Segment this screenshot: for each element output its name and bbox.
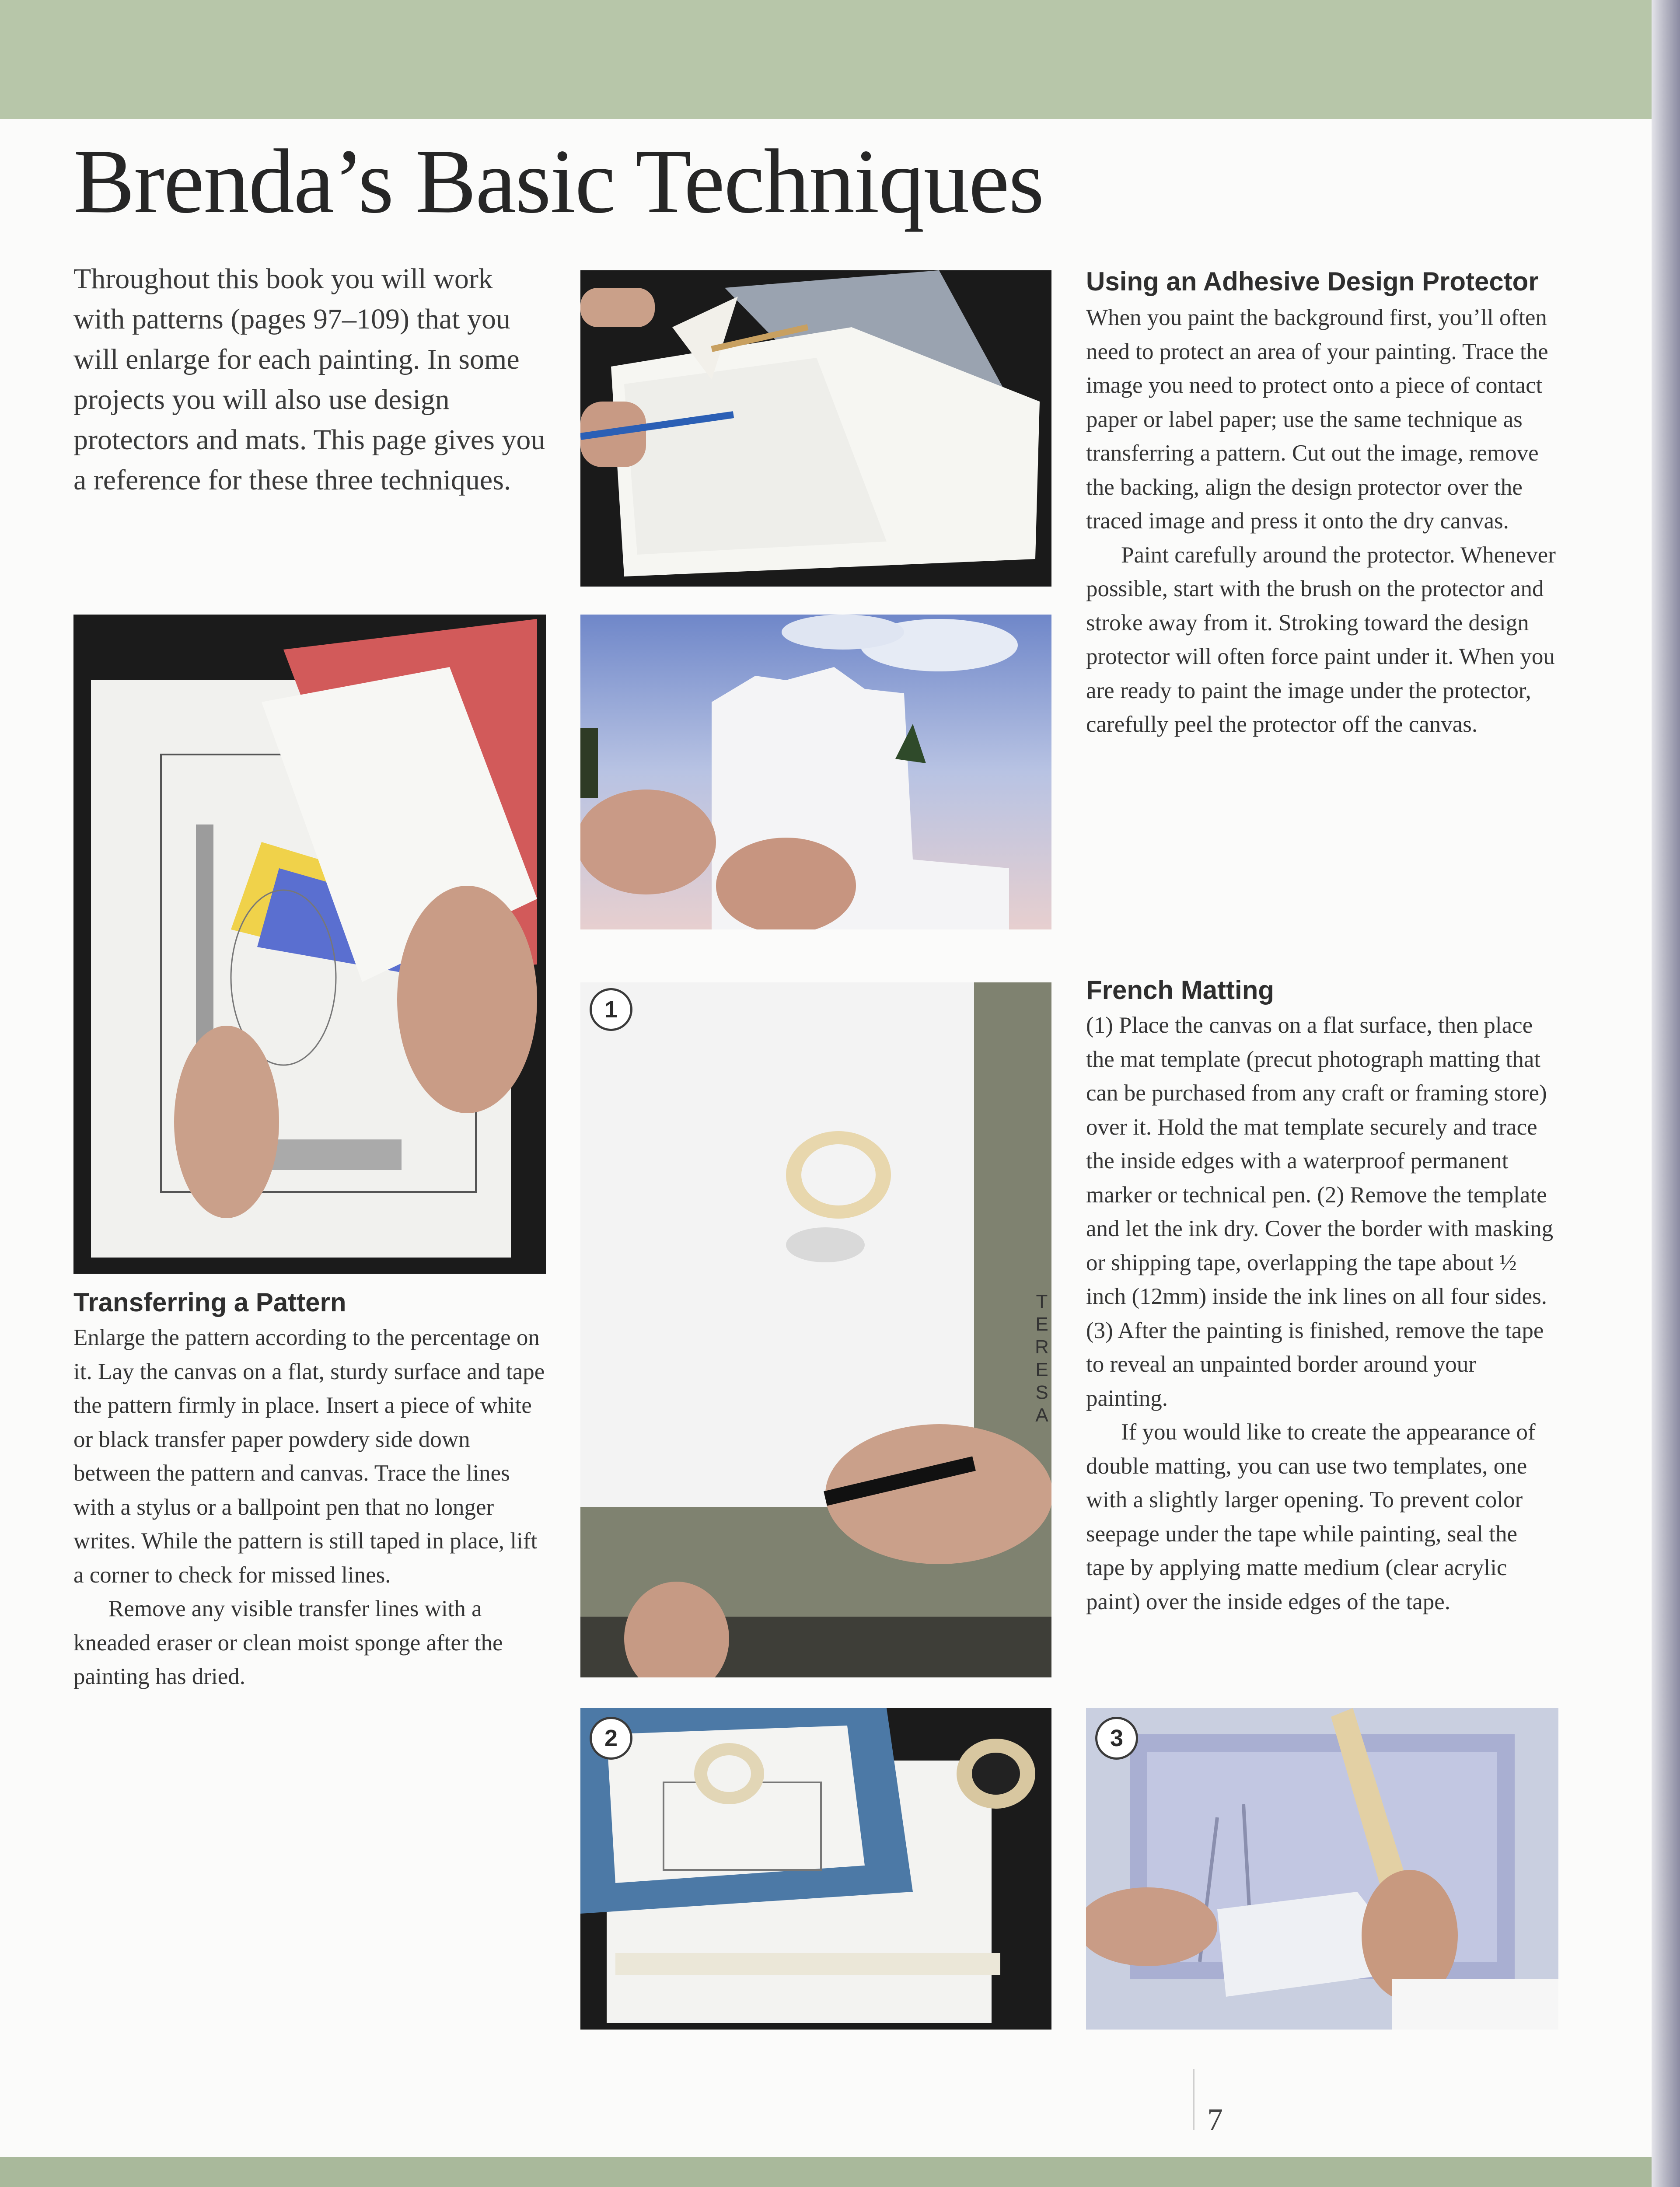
transferring-paragraph-1: Enlarge the pattern according to the percentage on it. Lay the canvas on a flat, sturdy surface and tape the pattern firmly in place. Insert a piece of white or black transfer paper powdery side down between the pattern and canvas. Trace the lines with a stylus or a ballpoint pen that no longer writes. While the pattern is still taped in place, lift a corner to check for missed lines. [73,1325,545,1588]
step-1-marker: 1 [590,988,632,1031]
protector-paragraph-2: Paint carefully around the protector. Whenever possible, start with the brush on the protector and stroke away from it. Stroking toward the design protector will often force paint under it. When you are ready to paint the image under the protector, carefully peel the protector off the canvas. [1086,542,1556,737]
step-2-marker: 2 [590,1717,632,1760]
transferring-heading: Transferring a Pattern [73,1288,346,1317]
protector-paragraph-1: When you paint the background first, you’ll often need to protect an area of your painting. Trace the image you need to protect onto a piece of contact paper or label paper; use the same technique as transferring a pattern. Cut out the image, remove the backing, align the design protector over the traced image and press it onto the dry canvas. [1086,305,1548,534]
photo-transferring-pattern [73,615,546,1274]
top-color-band [0,0,1680,119]
matting-body [1086,1009,1558,1619]
photo-step-1-tracing-mat [580,982,1051,1677]
matting-paragraph-1: (1) Place the canvas on a flat surface, then place the mat template (precut photograph matting that can be purchased from any craft or framing store) over it. Hold the mat template securely and trace the inside edges with a waterproof permanent marker or technical pen. (2) Remove the template and let the ink dry. Cover the border with masking or shipping tape, overlapping the tape about ½ inch (12mm) inside the ink lines on all four sides. (3) After the painting is finished, remove the tape to reveal an unpainted border around your painting. [1086,1013,1554,1411]
transferring-paragraph-2: Remove any visible transfer lines with a kneaded eraser or clean moist sponge after the painting has dried. [73,1596,503,1689]
protector-heading: Using an Adhesive Design Protector [1086,267,1539,296]
photo-tracing-contact-paper [580,270,1051,587]
intro-paragraph: Throughout this book you will work with patterns (pages 97–109) that you will enlarge for each painting. In some projects you will also use design protectors and mats. This page gives you a reference for these three techniques. [73,263,545,496]
matting-paragraph-2: If you would like to create the appearance of double matting, you can use two templates, one with a slightly larger opening. To prevent color seepage under the tape while painting, seal the tape by applying matte medium (clear acrylic paint) over the inside edges of the tape. [1086,1419,1536,1614]
photo-step-3-removing-tape [1086,1708,1558,2030]
photo-credit: TERESA [1035,1291,1049,1426]
page-number-rule [1193,2069,1195,2130]
bottom-color-band [0,2157,1680,2187]
book-spine-edge [1652,0,1680,2187]
matting-heading: French Matting [1086,975,1274,1005]
transferring-body [73,1321,550,1694]
protector-body [1086,301,1558,742]
photo-design-protector [580,615,1051,929]
page-number: 7 [1207,2102,1223,2137]
photo-step-2-taping [580,1708,1051,2030]
step-3-marker: 3 [1095,1717,1138,1760]
page-title: Brenda’s Basic Techniques [73,131,1044,232]
